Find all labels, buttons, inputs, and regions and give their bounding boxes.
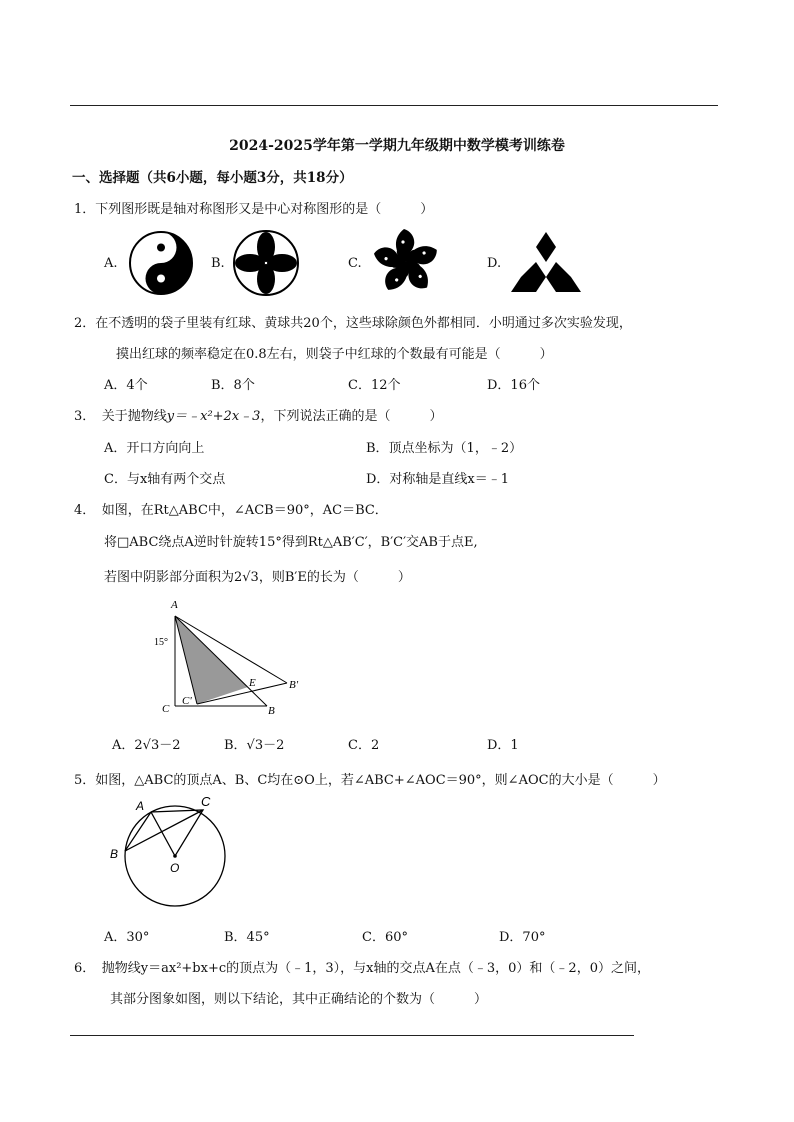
q6-line2: 其部分图象如图，则以下结论，其中正确结论的个数为（ ）: [110, 992, 488, 1007]
q4-option-b: B．√3－2: [224, 738, 285, 753]
q3-stem-post: ，下列说法正确的是（ ）: [260, 409, 443, 424]
q3-option-a: A．开口方向向上: [104, 441, 205, 456]
q5-label-o: O: [170, 861, 180, 875]
q3-stem: [74, 405, 442, 424]
q4-triangle-figure: [154, 598, 310, 718]
q2-line1: 2．在不透明的袋子里装有红球、黄球共20个，这些球除颜色外都相同．小明通过多次实验发现，: [74, 316, 632, 331]
q5-stem: 5．如图，△ABC的顶点A、B、C均在⊙O上，若∠ABC+∠AOC＝90°，则∠AOC的大小是（ ）: [74, 773, 666, 788]
q1-option-b: B.: [211, 256, 225, 271]
q4-label-c-prime: C': [182, 695, 192, 707]
q4-label-angle: 15°: [154, 637, 168, 648]
q5-option-b: B．45°: [224, 930, 270, 945]
q2-option-c: C．12个: [348, 378, 401, 393]
section-heading: 一、选择题（共6小题，每小题3分，共18分）: [72, 170, 353, 186]
exam-title: 2024-2025学年第一学期九年级期中数学模考训练卷: [229, 138, 565, 154]
q4-option-a: A．2√3－2: [112, 738, 181, 753]
q5-label-b: B: [110, 847, 119, 861]
top-rule: [70, 105, 718, 106]
q4-line3: 若图中阴影部分面积为2√3，则B′E的长为（ ）: [104, 570, 411, 585]
q5-option-a: A．30°: [104, 930, 150, 945]
q4-option-d: D．1: [487, 738, 519, 753]
q3-stem-expr: y＝﹣x²+2x﹣3: [166, 409, 261, 424]
q4-label-a: A: [171, 599, 178, 611]
q1-option-c: C.: [348, 256, 362, 271]
q2-option-a: A．4个: [104, 378, 148, 393]
q5-option-d: D．70°: [499, 930, 546, 945]
q4-line1: 4． 如图，在Rt△ABC中，∠ACB＝90°，AC＝BC．: [74, 503, 388, 518]
q5-label-c: C: [201, 794, 211, 809]
q1-option-a: A.: [104, 256, 118, 271]
q4-label-e: E: [249, 677, 256, 689]
q2-option-d: D．16个: [487, 378, 540, 393]
q1-option-d: D.: [487, 256, 502, 271]
q5-circle-figure: [108, 796, 238, 911]
q3-stem-pre: 3． 关于抛物线: [74, 409, 167, 424]
q3-option-b: B．顶点坐标为（1，﹣2）: [366, 441, 523, 456]
four-petal-circle-icon: [232, 229, 300, 297]
q2-line2: 摸出红球的频率稳定在0.8左右，则袋子中红球的个数最有可能是（ ）: [116, 347, 553, 362]
q6-line1: 6． 抛物线y＝ax²+bx+c的顶点为（﹣1，3），与x轴的交点A在点（﹣3，0）和（﹣2，0）之间，: [74, 961, 650, 976]
bottom-rule: [70, 1035, 634, 1036]
q3-option-d: D．对称轴是直线x＝﹣1: [366, 472, 510, 487]
q4-label-b-prime: B': [289, 679, 299, 691]
q1-stem: 1．下列图形既是轴对称图形又是中心对称图形的是（ ）: [74, 202, 434, 217]
bauhinia-icon: [371, 227, 441, 297]
q4-line2: 将□ABC绕点A逆时针旋转15°得到Rt△AB′C′，B′C′交AB于点E,: [104, 535, 478, 550]
q3-option-c: C．与x轴有两个交点: [104, 472, 226, 487]
q4-label-c: C: [162, 703, 170, 715]
q4-option-c: C．2: [348, 738, 380, 753]
q5-label-a: A: [136, 799, 145, 813]
q4-label-b: B: [268, 705, 275, 717]
three-diamonds-icon: [509, 230, 583, 294]
q2-option-b: B．8个: [211, 378, 255, 393]
q5-option-c: C．60°: [362, 930, 408, 945]
yin-yang-icon: [128, 230, 194, 296]
